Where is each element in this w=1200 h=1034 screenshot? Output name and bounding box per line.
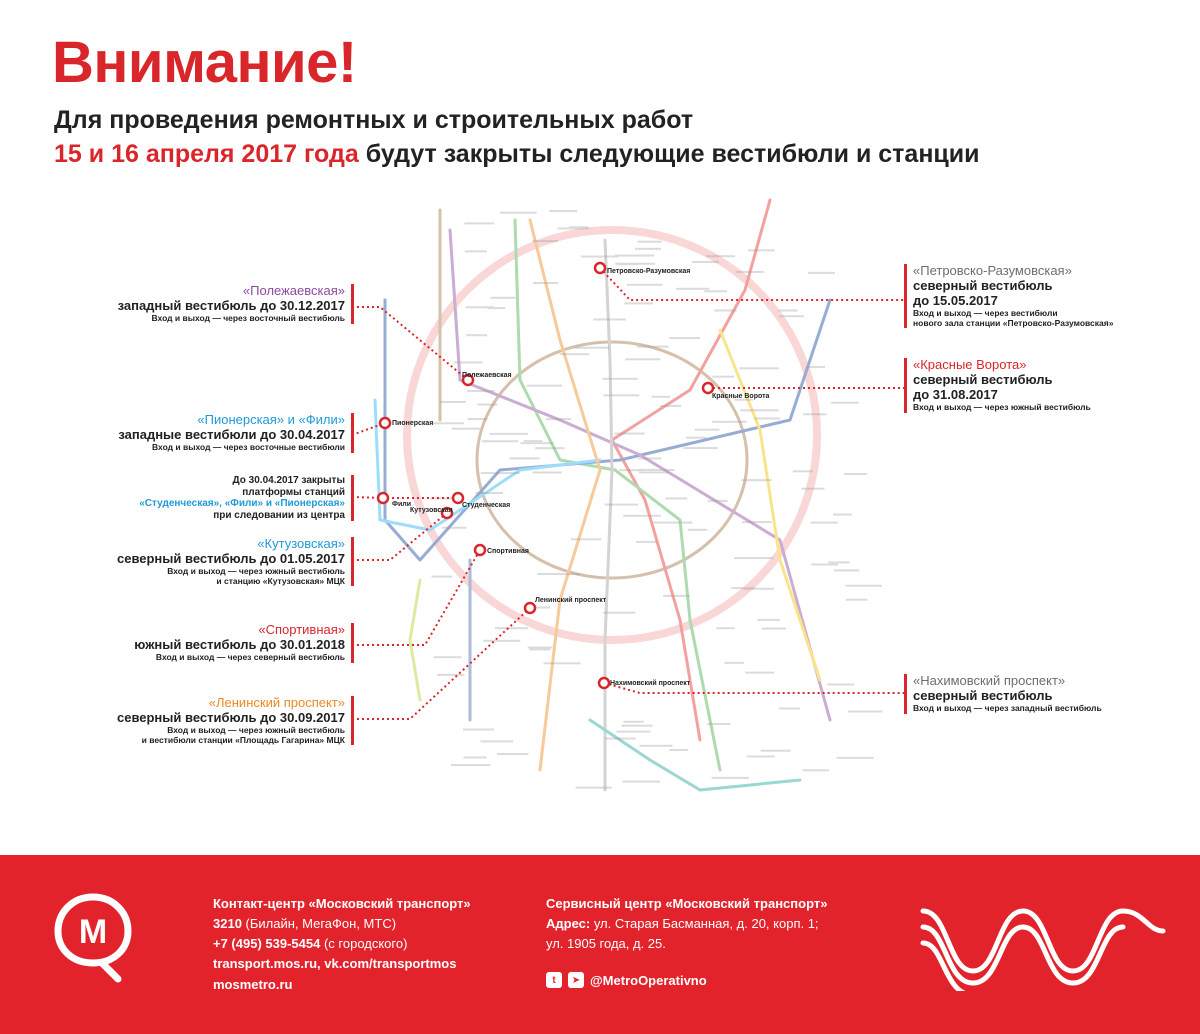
map-station-label-placeholder [603,378,638,380]
map-station-label-placeholder [834,569,859,571]
station-marker-pionerskaya [380,418,390,428]
service-title: Сервисный центр «Московский транспорт» [546,896,828,911]
note-station-name: «Красные Ворота» [913,357,1027,372]
note-station-name: «Нахимовский проспект» [913,673,1066,688]
map-station-label-placeholder [434,656,462,658]
map-station-label-placeholder [520,442,553,444]
note-kutuzovskaya [117,537,345,586]
map-station-label-placeholder [837,757,874,759]
map-station-label-placeholder [481,472,520,474]
map-station-label-placeholder [482,440,518,442]
map-station-label-placeholder [535,447,564,449]
map-station-label-placeholder [714,309,736,311]
map-station-label-placeholder [731,587,755,589]
note-platforms [139,475,345,521]
connector-platforms [352,497,458,498]
note-detail: Вход и выход — через северный вестибюль [155,651,345,662]
map-station-label-placeholder [811,564,838,566]
map-station-label-placeholder [829,561,850,563]
connector-leninsky [352,608,530,719]
note-bar [351,475,354,521]
note-line: До 30.04.2017 закрыты [232,475,345,486]
social-links [546,972,707,988]
map-station-label-placeholder [569,226,588,228]
map-label-kutuzovskaya: Кутузовская [410,507,453,514]
twitter-icon[interactable]: t [546,972,562,988]
map-station-label-placeholder [576,787,612,789]
subtitle-rest: будут закрыты следующие вестибюли и станции [358,140,980,168]
contact-center [213,894,471,995]
line-teal [590,720,800,790]
address-line-2: ул. 1905 года, д. 25. [546,936,666,952]
map-station-label-placeholder [533,282,558,284]
map-station-label-placeholder [636,541,657,543]
note-main: западный вестибюль до 30.12.2017 [117,297,345,313]
map-station-label-placeholder [761,750,791,752]
line-lime [410,580,420,700]
map-station-label-placeholder [716,627,734,629]
note-detail: Вход и выход — через южный вестибюль [167,724,345,735]
station-marker-nakhimovsky [599,678,609,688]
note-detail: Вход и выход — через восточный вестибюль [151,312,345,323]
map-station-label-placeholder [603,394,639,396]
map-station-label-placeholder [692,261,719,263]
map-station-label-placeholder [537,573,564,575]
logo-letter: М [78,913,108,951]
map-station-label-placeholder [779,310,798,312]
note-leninsky [117,696,345,745]
map-station-label-placeholder [669,337,700,339]
map-station-label-placeholder [560,353,589,355]
station-marker-fili [378,493,388,503]
map-station-label-placeholder [528,647,553,649]
map-station-label-placeholder [712,421,746,423]
map-station-label-placeholder [637,346,669,348]
note-detail: Вход и выход — через южный вестибюль [167,565,345,576]
map-station-label-placeholder [638,457,661,459]
map-station-label-placeholder [615,433,645,435]
map-station-label-placeholder [748,249,775,251]
note-station-name: «Кутузовская» [257,536,345,551]
phone-note: (с городского) [320,936,408,952]
map-station-label-placeholder [779,315,805,317]
note-main: северный вестибюль [913,687,1053,703]
map-station-label-placeholder [615,263,655,265]
note-detail: Вход и выход — через восточные вестибюли [152,441,345,452]
map-label-petrovsko: Петровско-Разумовская [607,268,691,275]
map-station-label-placeholder [509,457,539,459]
map-station-label-placeholder [622,725,653,727]
map-station-label-placeholder [575,347,609,349]
station-marker-leninsky [525,603,535,613]
map-station-label-placeholder [811,522,838,524]
map-station-label-placeholder [706,255,735,257]
map-station-label-placeholder [581,256,618,258]
note-bar [351,284,354,324]
map-station-label-placeholder [740,409,778,411]
note-detail: нового зала станции «Петровско-Разумовская» [913,317,1114,328]
note-detail: Вход и выход — через вестибюли [913,307,1058,318]
note-station-name: «Спортивная» [258,622,345,637]
map-station-label-placeholder [831,402,859,404]
phone-number[interactable]: +7 (495) 539-5454 [213,936,321,952]
map-station-label-placeholder [635,248,661,250]
map-station-label-placeholder [686,437,706,439]
short-number[interactable]: 3210 [213,916,242,932]
map-station-label-placeholder [736,271,764,273]
map-station-label-placeholder [481,740,514,742]
map-label-krasnye: Красные Ворота [712,393,770,400]
map-station-label-placeholder [793,470,813,472]
station-marker-petrovsko [595,263,605,273]
subtitle-line-1: Для проведения ремонтных и строительных работ [54,106,694,134]
note-bar [904,264,907,328]
map-station-label-placeholder [532,240,558,242]
map-label-nakhimovsky: Нахимовский проспект [610,680,691,687]
map-station-label-placeholder [844,473,867,475]
map-station-label-placeholder [549,210,577,212]
note-main: до 15.05.2017 [913,292,998,308]
note-nakhimovsky [913,674,1102,714]
note-polezhaevskaya [118,284,345,324]
map-station-label-placeholder [593,319,625,321]
note-main: северный вестибюль до 30.09.2017 [116,709,345,725]
station-marker-krasnye [703,383,713,393]
map-station-label-placeholder [625,358,660,360]
map-station-label-placeholder [740,367,779,369]
map-station-label-placeholder [544,662,581,664]
map-station-label-placeholder [623,515,661,517]
note-pionerskaya [118,413,345,453]
map-station-label-placeholder [627,284,662,286]
map-station-label-placeholder [801,488,824,490]
note-bar [351,696,354,745]
map-station-label-placeholder [742,521,772,523]
map-station-label-placeholder [466,334,487,336]
map-station-label-placeholder [605,738,636,740]
note-line: при следовании из центра [213,509,345,521]
map-station-label-placeholder [497,753,529,755]
line-gray [605,240,612,790]
note-sportivnaya [134,623,345,663]
map-station-label-placeholder [437,674,464,676]
map-station-label-placeholder [623,721,643,723]
page-title: Внимание! [52,30,357,95]
map-label-pionerskaya: Пионерская [392,420,434,427]
map-station-label-placeholder [466,306,495,308]
map-station-label-placeholder [442,527,466,529]
line-blue [385,300,830,560]
service-address [546,914,827,934]
note-detail: Вход и выход — через южный вестибюль [913,401,1091,412]
short-note: (Билайн, МегаФон, МТС) [241,916,397,932]
map-station-label-placeholder [571,538,601,540]
map-station-label-placeholder [827,684,854,686]
map-station-label-placeholder [663,595,690,597]
map-station-label-placeholder [747,755,775,757]
note-line: платформы станций [242,486,345,498]
note-detail: Вход и выход — через западный вестибюль [913,702,1102,713]
address-line-1: ул. Старая Басманная, д. 20, корп. 1; [590,916,819,932]
note-petrovsko [913,264,1113,328]
telegram-icon[interactable]: ➤ [568,972,584,988]
note-main: до 31.08.2017 [913,386,998,402]
note-main: северный вестибюль [913,277,1053,293]
map-station-label-placeholder [654,522,693,524]
note-bar [904,358,907,413]
map-station-label-placeholder [433,422,464,424]
note-krasnye [913,358,1091,413]
map-station-label-placeholder [464,222,494,224]
contact-site[interactable]: mosmetro.ru [213,976,293,992]
map-label-studencheskaya: Студенческая [462,502,511,509]
note-bar [351,623,354,663]
brand-wave-icon [918,891,1168,991]
map-station-label-placeholder [802,769,828,771]
note-detail: и станцию «Кутузовская» МЦК [216,575,345,586]
map-label-sportivnaya: Спортивная [487,548,529,555]
map-station-label-placeholder [639,471,669,473]
map-station-label-placeholder [669,749,687,751]
note-station-name: «Петровско-Разумовская» [913,263,1072,278]
note-detail: и вестибюли станции «Площадь Гагарина» МЦК [141,734,345,745]
note-station-name: «Пионерская» и «Фили» [197,412,345,427]
map-station-label-placeholder [623,781,660,783]
map-station-label-placeholder [741,479,771,481]
map-station-label-placeholder [468,418,488,420]
line-green [515,220,720,770]
map-station-label-placeholder [755,418,781,420]
map-station-label-placeholder [676,288,710,290]
map-station-label-placeholder [665,497,687,499]
map-station-label-placeholder [688,529,707,531]
map-station-label-placeholder [616,731,650,733]
map-station-label-placeholder [532,471,561,473]
map-station-label-placeholder [833,514,852,516]
map-station-label-placeholder [745,672,774,674]
map-station-label-placeholder [724,662,744,664]
address-label: Адрес: [546,916,591,932]
map-station-label-placeholder [652,396,670,398]
map-station-label-placeholder [500,212,537,214]
closure-date: 15 и 16 апреля 2017 года [54,140,359,168]
note-station-name: «Полежаевская» [242,283,345,298]
map-station-label-placeholder [707,723,730,725]
map-station-label-placeholder [846,599,867,601]
note-bar [351,413,354,453]
map-station-label-placeholder [712,777,749,779]
map-station-label-placeholder [432,576,452,578]
map-station-label-placeholder [452,428,480,430]
map-station-label-placeholder [463,756,486,758]
map-station-label-placeholder [779,708,800,710]
map-station-label-placeholder [489,433,527,435]
map-station-label-placeholder [477,404,497,406]
note-main: южный вестибюль до 30.01.2018 [134,636,345,652]
map-station-label-placeholder [704,290,727,292]
note-bar [904,674,907,714]
map-label-fili: Фили [392,501,412,508]
map-station-label-placeholder [465,250,487,252]
map-station-label-placeholder [476,492,503,494]
map-station-label-placeholder [695,429,720,431]
metro-logo-icon [52,891,134,983]
contact-title: Контакт-центр «Московский транспорт» [213,896,471,911]
map-station-label-placeholder [803,413,826,415]
note-main: западные вестибюли до 30.04.2017 [118,426,345,442]
note-station-name: «Ленинский проспект» [208,695,345,710]
map-station-label-placeholder [451,764,490,766]
map-station-label-placeholder [637,241,661,243]
map-station-label-placeholder [605,504,638,506]
map-station-label-placeholder [712,376,734,378]
map-station-label-placeholder [527,385,562,387]
map-station-label-placeholder [603,612,635,614]
map-station-label-placeholder [454,361,483,363]
connector-polezhaevskaya [352,307,468,380]
map-station-label-placeholder [624,302,653,304]
map-station-label-placeholder [806,366,825,368]
map-station-label-placeholder [467,390,495,392]
contact-links[interactable]: transport.mos.ru, vk.com/transportmos [213,956,457,972]
map-station-label-placeholder [495,627,528,629]
map-station-label-placeholder [619,469,643,471]
map-station-label-placeholder [808,272,835,274]
note-station-name: «Студенческая», «Фили» и «Пионерская» [139,498,345,509]
service-center [546,894,827,954]
note-bar [351,537,354,586]
map-station-label-placeholder [463,729,494,731]
map-station-label-placeholder [762,628,786,630]
map-station-label-placeholder [683,447,718,449]
footer [0,855,1200,1034]
social-handle[interactable]: @MetroOperativno [590,972,707,988]
map-station-label-placeholder [615,255,654,257]
map-station-label-placeholder [483,640,520,642]
map-station-label-placeholder [638,469,674,471]
map-station-label-placeholder [848,711,883,713]
map-station-label-placeholder [546,418,571,420]
note-main: северный вестибюль до 01.05.2017 [116,550,345,566]
map-station-label-placeholder [758,619,780,621]
contact-phone [213,934,471,954]
map-label-leninsky: Ленинский проспект [535,597,607,604]
map-station-label-placeholder [846,585,882,587]
map-station-label-placeholder [440,401,466,403]
station-marker-sportivnaya [475,545,485,555]
map-station-label-placeholder [708,500,728,502]
map-station-label-placeholder [529,648,550,650]
map-station-label-placeholder [640,745,673,747]
map-station-label-placeholder [524,440,543,442]
map-station-label-placeholder [660,405,681,407]
map-station-label-placeholder [490,297,515,299]
line-orange [530,220,600,770]
contact-short [213,914,471,934]
note-main: северный вестибюль [913,371,1053,387]
map-label-polezhaevskaya: Полежаевская [462,372,512,379]
map-station-label-placeholder [734,557,773,559]
